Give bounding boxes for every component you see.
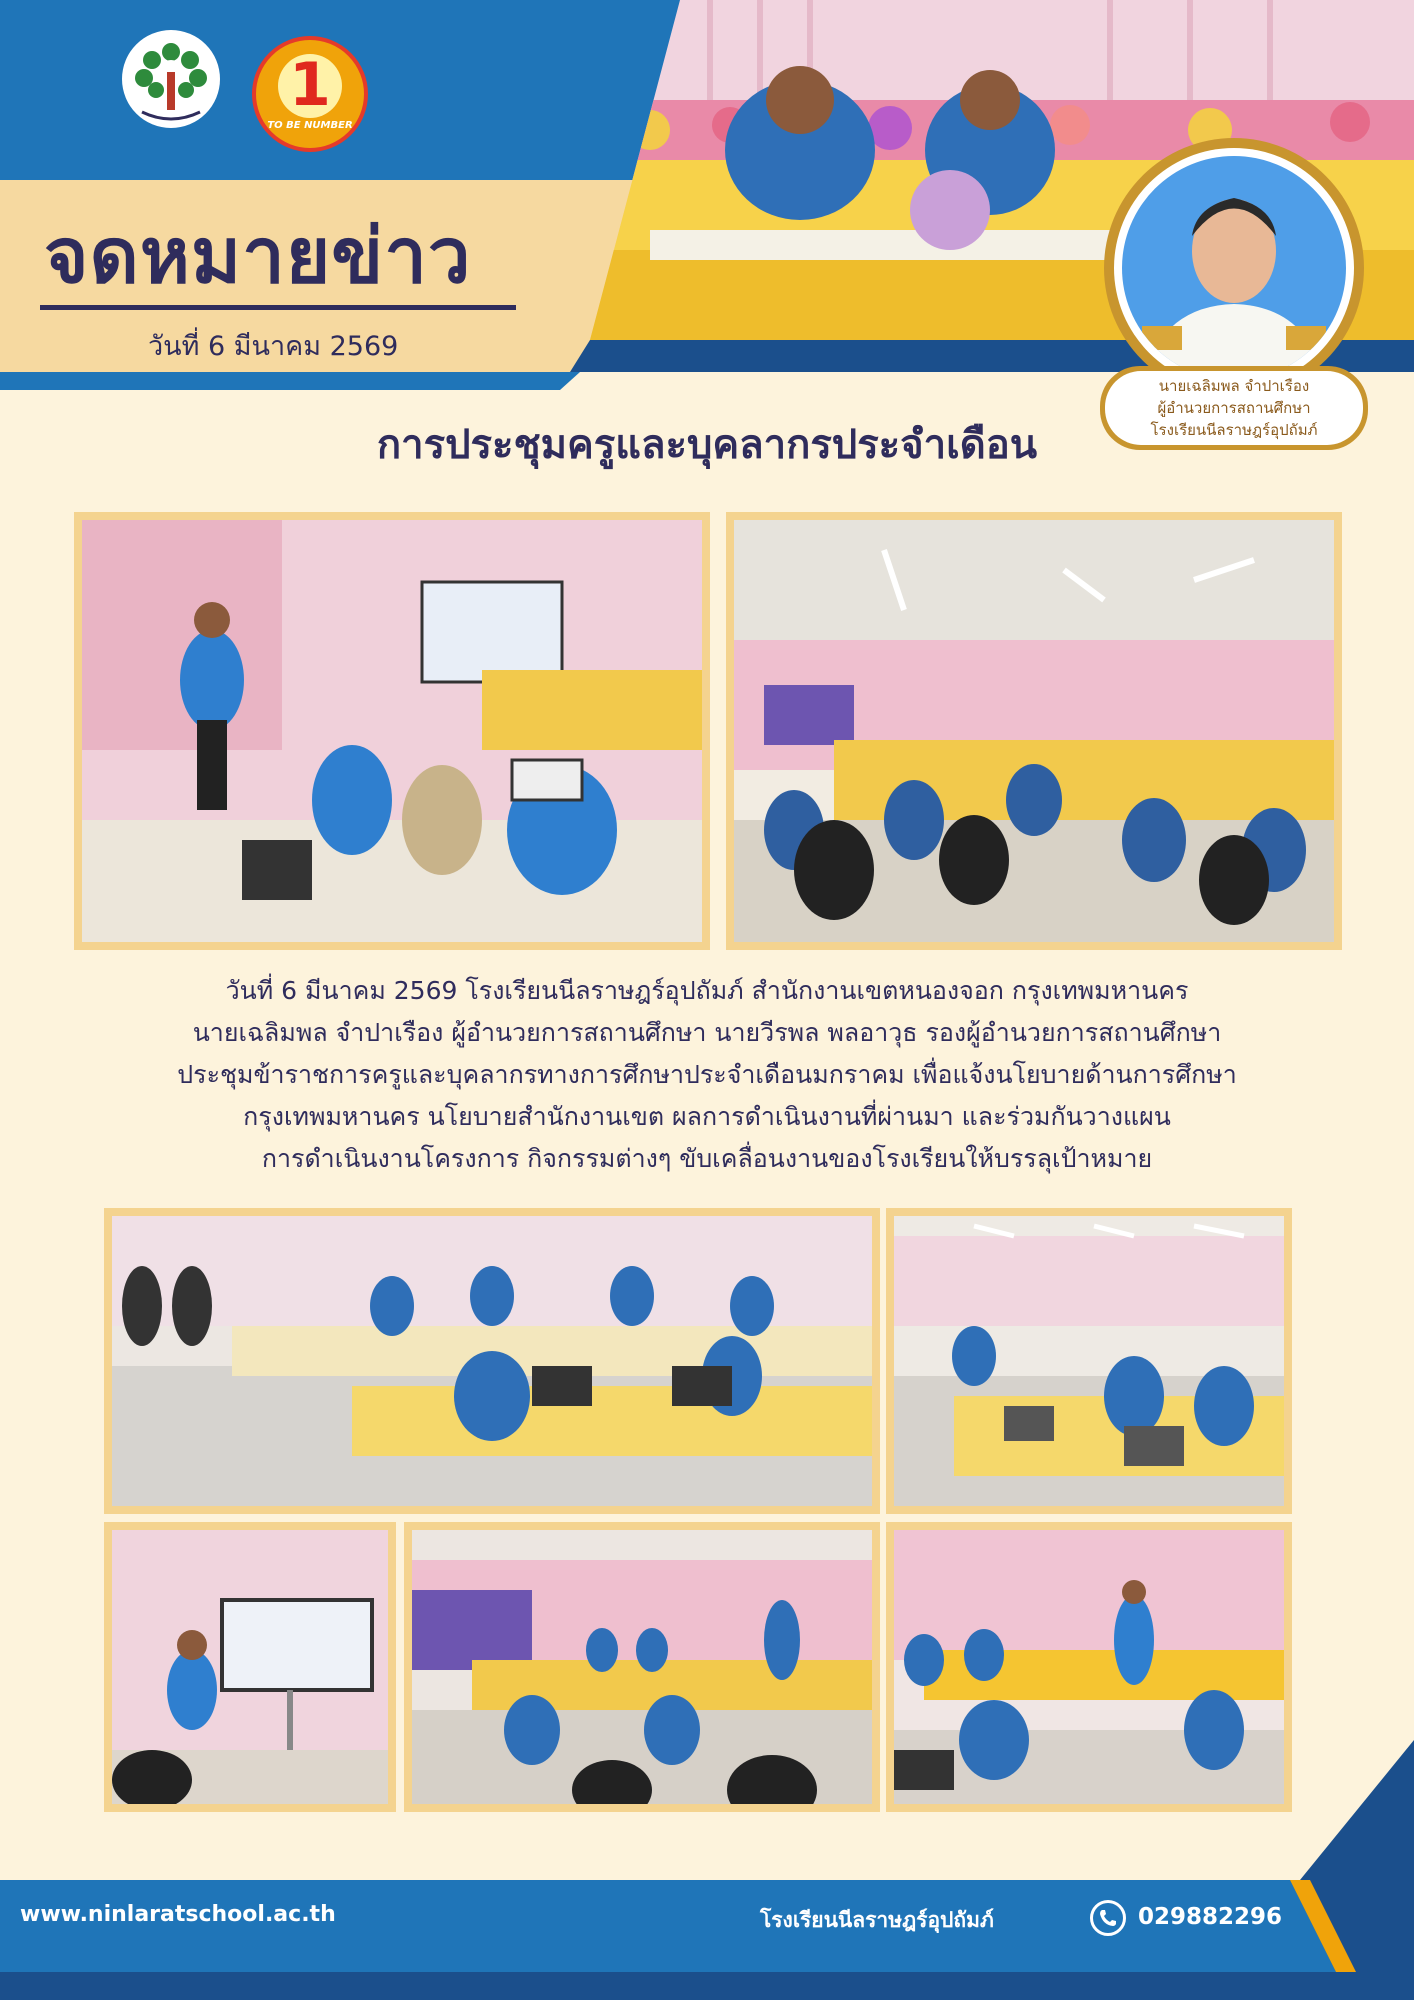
title-underline	[40, 305, 516, 310]
footer-background	[0, 1740, 1414, 2000]
article-body	[40, 970, 1374, 1180]
director-portrait	[1104, 138, 1364, 398]
newsletter-date: วันที่ 6 มีนาคม 2569	[148, 331, 399, 362]
photo-speaker-presenting	[74, 512, 710, 950]
footer-phone[interactable]: 029882296	[1138, 1904, 1283, 1930]
photo-teachers-at-tables	[104, 1208, 880, 1514]
director-name: นายเฉลิมพล จำปาเรือง	[1158, 377, 1310, 395]
body-line: กรุงเทพมหานคร นโยบายสำนักงานเขต ผลการดำเนินงานที่ผ่านมา และร่วมกันวางแผน	[243, 1102, 1171, 1131]
photo-teachers-with-laptops	[886, 1208, 1292, 1514]
director-school: โรงเรียนนีลราษฎร์อุปถัมภ์	[1150, 421, 1318, 439]
body-line: วันที่ 6 มีนาคม 2569 โรงเรียนนีลราษฎร์อุปถัมภ์ สำนักงานเขตหนองจอก กรุงเทพมหานคร	[225, 976, 1189, 1005]
body-line: นายเฉลิมพล จำปาเรือง ผู้อำนวยการสถานศึกษา นายวีรพล พลอาวุธ รองผู้อำนวยการสถานศึกษา	[192, 1018, 1222, 1047]
photo-meeting-hall-hands-raised	[726, 512, 1342, 950]
body-line: การดำเนินงานโครงการ กิจกรรมต่างๆ ขับเคลื่อนงานของโรงเรียนให้บรรลุเป้าหมาย	[261, 1144, 1153, 1173]
phone-icon	[1090, 1900, 1126, 1936]
school-logo	[122, 30, 220, 128]
body-line: ประชุมข้าราชการครูและบุคลากรทางการศึกษาประจำเดือนมกราคม เพื่อแจ้งนโยบายด้านการศึกษา	[177, 1060, 1237, 1089]
newsletter-title: จดหมายข่าว	[44, 211, 472, 300]
article-headline: การประชุมครูและบุคลากรประจำเดือน	[376, 422, 1038, 468]
footer-school-name: โรงเรียนนีลราษฎร์อุปถัมภ์	[760, 1908, 994, 1932]
logo-slogan: TO BE NUMBER	[267, 120, 353, 131]
footer-website[interactable]: www.ninlaratschool.ac.th	[20, 1902, 336, 1927]
logo-number: 1	[289, 50, 331, 120]
to-be-number-one-logo	[252, 36, 368, 152]
director-position: ผู้อำนวยการสถานศึกษา	[1157, 399, 1311, 417]
